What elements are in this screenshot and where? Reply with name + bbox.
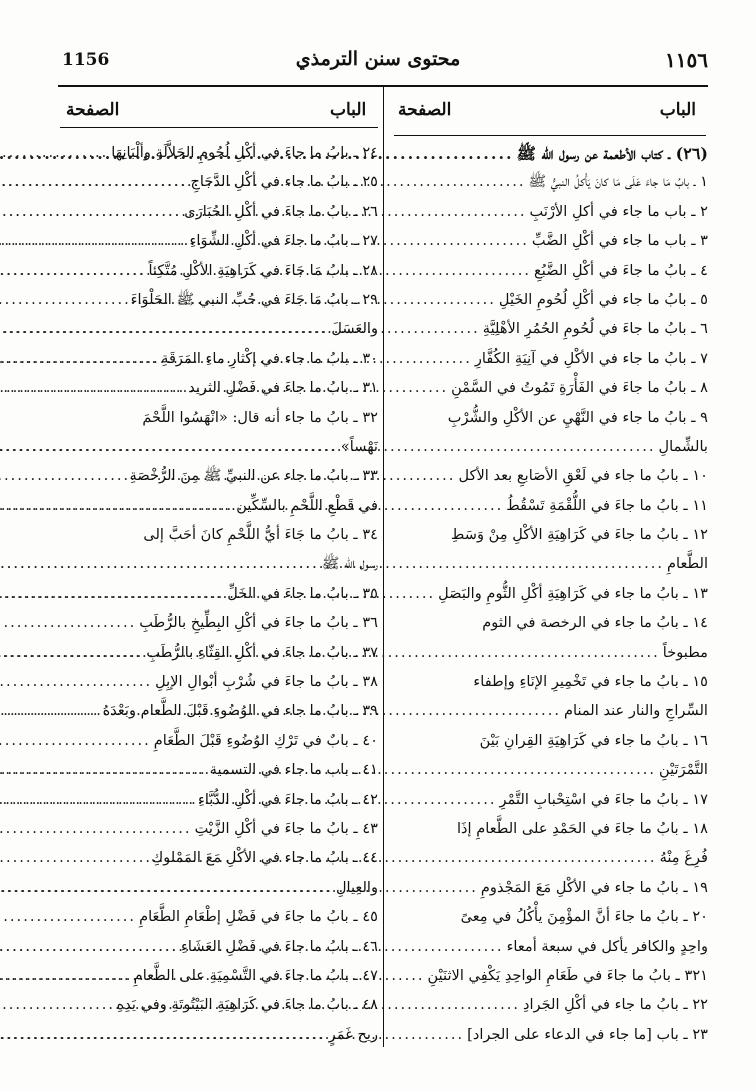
toc-entry (396, 732, 708, 761)
toc-entry-title: ٢٩ ـ بابُ مَا جَاءَ في حُبِّ النبي ﷺ الحَلْوَاءَ (130, 290, 378, 308)
toc-entry-title: ١٨ ـ بابُ ما جاءَ في الحَمْدِ على الطَّعامِ إذَا (456, 819, 708, 837)
toc-entry-title: ٣١ ـ بابُ ما جاءَ في فَضْلِ الثريد (188, 379, 378, 397)
toc-entry-title: ٢٨ ـ بابُ مَا جَاءَ في كَرَاهِيَةِ الأكْلِ مُتَّكِئاً (148, 261, 378, 279)
leader-dots (0, 379, 185, 396)
toc-entry-title: ١٤ ـ بابُ ما جاء في الرخصة في الثوم (482, 614, 708, 632)
toc-entry-title: السِّراجِ والنار عند المنام (563, 702, 708, 720)
toc-entry-title: ١٧ ـ بابُ ما جاءَ في اسْتِحْبابِ التَّمْرِ (499, 790, 708, 808)
leader-dots (0, 791, 195, 808)
toc-entry (396, 585, 708, 614)
toc-entry (396, 996, 708, 1025)
leader-dots (0, 350, 158, 367)
leader-dots (0, 967, 131, 984)
toc-entry (62, 732, 378, 761)
toc-entry (62, 908, 378, 937)
toc-entry (62, 144, 378, 173)
toc-entry (396, 644, 708, 673)
leader-dots (0, 497, 233, 514)
toc-entry (396, 291, 708, 320)
toc-entry-title: ٣٦ ـ بابُ ما جاءَ في أكْلِ البِطِّيخِ بالرُّطَبِ (139, 614, 378, 632)
leader-dots (0, 673, 152, 690)
toc-entry (62, 173, 378, 202)
toc-entry (396, 350, 708, 379)
toc-entry-title: ٢٢ ـ بابُ ما جاء في أكْلِ الجَرادِ (523, 996, 708, 1014)
toc-entry-title: ريح غَمَرٍ (328, 1025, 378, 1043)
toc-entry (396, 320, 708, 349)
leader-dots (0, 908, 136, 925)
right-column (396, 144, 708, 1055)
toc-entry-title: ٤٤ ـ بابُ ما جاء في الأكْلِ مَعَ المَمْلوكِ (151, 849, 378, 867)
toc-entry-title: ١ ـ بابُ مَا جاءَ عَلَى مَا كانَ يَأْكلُ النبيُّ ﷺ (528, 173, 708, 191)
toc-entry (62, 1026, 378, 1055)
toc-entry-title: ٩ ـ بابُ ما جاء في النَّهْيِ عن الأكْلِ والشُّرْبِ (447, 408, 708, 426)
toc-entry-title: فُرِغَ مِنْهُ (659, 849, 708, 867)
toc-entry (396, 879, 708, 908)
toc-entry (396, 379, 708, 408)
toc-entry-title: ١٢ ـ بابُ ما جاءَ في كَرَاهِيَةِ الأكْلِ مِنْ وَسَطِ (450, 526, 708, 544)
toc-entry (62, 497, 378, 526)
toc-entry-title: ٤٦ ـ بابُ ما جاءَ في فَضْلِ العَشَاءِ (181, 937, 378, 955)
leader-dots (0, 820, 192, 837)
toc-entry (62, 262, 378, 291)
chapter-heading (396, 144, 708, 173)
toc-entry-title: في قَطْعِ اللَّحْمِ بالسِّكِّين (236, 496, 378, 514)
left-heading-page: الصفحة (66, 100, 120, 120)
toc-entry (62, 379, 378, 408)
toc-entry (396, 849, 708, 878)
toc-entry (396, 967, 708, 996)
toc-entry-title: ٣٢١ ـ بابُ ما جاءَ في طَعَامِ الواحِدِ يَكْفِي الاثنَيْنِ (427, 966, 708, 984)
toc-entry-title: ٤٠ ـ بابٌ في تَرْكِ الوُضُوءِ قَبْلَ الطَّعَامِ (153, 731, 378, 749)
toc-entry (62, 761, 378, 790)
toc-entry-title: ٣٨ ـ بابُ ما جاءَ في شُرْبِ أبْوالِ الإبِلِ (155, 673, 378, 691)
toc-entry-title: نَهْساً» (340, 437, 378, 455)
page-number-arabic: ١١٥٦ (665, 48, 708, 72)
toc-entry (396, 232, 708, 261)
toc-entry-title: ٤٢ ـ بابُ ما جاءَ في أكْلِ الدُّبَّاءِ (197, 790, 378, 808)
toc-entry-title: ٣٠ ـ بابُ ما جاء في إكْثارِ ماءِ المَرَقَةِ (161, 349, 378, 367)
toc-entry (396, 173, 708, 202)
toc-entry (62, 232, 378, 261)
toc-entry-title: ٣ ـ باب ما جاء في أكْلِ الضَّبِّ (531, 232, 708, 250)
leader-dots (0, 879, 333, 896)
toc-entry-title: (٢٦) ـ كتاب الأطعمة عن رسول الله ﷺ (516, 144, 708, 163)
page-number-latin: 1156 (62, 50, 110, 70)
right-heading-page: الصفحة (398, 100, 452, 120)
toc-entry-title: ٤٧ ـ بابُ ما جاءَ في التَّسْمِيَةِ على الطَّعامِ (133, 966, 378, 984)
toc-entry-title: ٥ ـ بابُ ما جاء في أكْلِ لُحُومِ الخَيْلِ (498, 290, 708, 308)
toc-entry-title: ١١ ـ بابُ ما جاءَ في اللُّقْمَةِ تَسْقُطُ (506, 496, 708, 514)
toc-entry-title: بالشِّمالِ (658, 437, 708, 455)
toc-entry (396, 203, 708, 232)
leader-dots (0, 438, 338, 455)
toc-entry (62, 526, 378, 555)
toc-entry (396, 938, 708, 967)
toc-entry (396, 467, 708, 496)
toc-entry (62, 879, 378, 908)
toc-entry-title: ٣٣ ـ بابُ ما جاء عن النبيِّ ﷺ مِنَ الرُّخْصَةِ (129, 467, 378, 485)
leader-dots (0, 1026, 326, 1043)
toc-entry (396, 702, 708, 731)
toc-entry-title: والعِيالِ (335, 878, 378, 896)
toc-entry (62, 350, 378, 379)
leader-dots (0, 173, 187, 190)
toc-entry (396, 409, 708, 438)
toc-entry (62, 409, 378, 438)
toc-entry-title: ٣٩ ـ بابُ ما جاء في الوُضُوءِ قَبْلَ الطَّعام وبَعْدَهُ (102, 702, 378, 720)
toc-entry (62, 203, 378, 232)
leader-dots (0, 320, 328, 337)
toc-entry-title: ٢٥ ـ بابُ ما جاء في أكْلِ الدَّجَاجِ (190, 173, 378, 191)
toc-entry-title: الطَّعامِ (667, 555, 708, 573)
toc-entry-title: ٤ ـ بابُ ما جاءَ في أكْلِ الضَّبُعِ (534, 261, 708, 279)
toc-entry-title: ٢٦ ـ بابُ ما جاءَ في أكْلِ الحُبَارَى (184, 202, 378, 220)
toc-entry (396, 761, 708, 790)
toc-entry (62, 585, 378, 614)
toc-entry (62, 820, 378, 849)
toc-entry-title: ١٦ ـ بابُ ما جاء في كَرَاهِيَةِ القِرانِ بَيْنَ (479, 731, 708, 749)
leader-dots (0, 614, 136, 631)
leader-dots (0, 203, 181, 220)
toc-entry (62, 438, 378, 467)
toc-entry (396, 820, 708, 849)
toc-entry-title: مطبوخاً (662, 643, 708, 661)
leader-dots (0, 555, 319, 572)
toc-entry-title: ٢ ـ باب ما جاء في أكلِ الأرْنَبِ (529, 202, 708, 220)
leader-dots (0, 702, 100, 719)
toc-entry (396, 908, 708, 937)
toc-entry (62, 996, 378, 1025)
toc-entry (396, 526, 708, 555)
toc-entry-title: ٢٧ ـ بابُ ما جاءَ في أكْلِ الشِّوَاءِ (189, 232, 378, 250)
toc-entry-title: ٣٢ ـ بابُ ما جاء أنه قال: «انْهَسُوا اللَّحْمَ (142, 408, 378, 426)
toc-entry (62, 555, 378, 584)
toc-entry (62, 849, 378, 878)
toc-entry (62, 938, 378, 967)
leader-dots (0, 938, 178, 955)
leader-dots (0, 585, 224, 602)
toc-entry (62, 320, 378, 349)
toc-entry-title: ٤١ ـ باب ما جاء في التسمية (209, 761, 378, 779)
toc-entry-title: ٣٥ ـ بابُ ما جاءَ في الخَلِّ (227, 584, 378, 602)
toc-entry (62, 791, 378, 820)
toc-entry-title: ٢٠ ـ بابُ ما جاءَ أنَّ المؤْمِنَ يأْكُلُ في مِعىً (460, 908, 708, 926)
toc-entry-title: ٦ ـ بابُ ما جاءَ في لُحُومِ الحُمُرِ الأهْلِيَّةِ (482, 320, 708, 338)
toc-entry (396, 262, 708, 291)
right-heading-bab: الباب (659, 100, 696, 120)
toc-entry-title: ٤٣ ـ بابُ ما جاءَ في أكْلِ الزَّيْتِ (194, 819, 378, 837)
toc-entry-title: التَّمْرَتَيْنِ (659, 761, 708, 779)
toc-entry-title: ١٣ ـ بابُ ما جاء في كَرَاهِيَةِ أكْلِ الثُّومِ والبَصَلِ (438, 584, 708, 602)
toc-entry (62, 644, 378, 673)
toc-entry (396, 673, 708, 702)
toc-entry-title: ٣٧ ـ بابُ ما جاءَ في أكْلِ القِثّاءِ بالرُّطَبِ (146, 643, 378, 661)
toc-entry (62, 614, 378, 643)
toc-entry (396, 497, 708, 526)
toc-entry (396, 614, 708, 643)
toc-entry-title: رسول الله ﷺ (321, 555, 378, 573)
toc-entry-title: ٢٣ ـ باب [ما جاء في الدعاء على الجراد] (467, 1025, 708, 1043)
toc-entry-title: ٧ ـ بابُ ما جاء في الأكْلِ في آنِيَةِ الكُفَّارِ (474, 349, 708, 367)
toc-entry-title: ١٥ ـ بابُ ما جاء في تَخْمِيرِ الإنَاءِ وإطفاء (473, 673, 708, 691)
leader-dots (0, 232, 187, 249)
left-column (62, 144, 378, 1055)
toc-entry (62, 967, 378, 996)
toc-entry-title: ١٠ ـ بابُ ما جاء في لَعْقِ الأصَابعِ بعد الأكل (458, 467, 708, 485)
toc-entry (62, 467, 378, 496)
toc-entry (396, 555, 708, 584)
toc-entry-title: والعَسَلَ (331, 320, 378, 338)
leader-dots (0, 644, 143, 661)
toc-entry (62, 291, 378, 320)
left-heading-rule (60, 127, 378, 128)
toc-entry-title: واحِدٍ والكافر يأكل في سبعة أمعاء (506, 937, 708, 955)
toc-entry (62, 673, 378, 702)
leader-dots (0, 262, 145, 279)
toc-entry (396, 791, 708, 820)
toc-entry-title: ٤٨ ـ بابُ ما جاءَ في كَرَاهِيَةِ البَيْتُوتَةِ وفي يَدِهِ (116, 996, 378, 1014)
toc-entry-title: ٢٤ ـ بابُ ما جاءَ في أكْلِ لُحُومِ الجَلاَّلَةِ وألْبَانِهَا (111, 144, 378, 161)
leader-dots (0, 144, 108, 161)
toc-entry-title: ١٩ ـ بابُ ما جاء في الأكْلِ مَعَ المَجْذومِ (480, 878, 708, 896)
toc-entry (396, 1026, 708, 1055)
toc-entry-title: ٤٥ ـ بابُ ما جاءَ في فَضْلِ إطْعَامِ الطَّعَامِ (139, 908, 378, 926)
toc-entry-title: ٣٤ ـ بابُ ما جَاءَ أيُّ اللَّحْمِ كانَ أحَبَّ إلى (143, 526, 378, 544)
right-heading-rule (394, 135, 706, 136)
leader-dots (0, 732, 151, 749)
left-heading-bab: الباب (330, 100, 367, 120)
toc-entry (62, 702, 378, 731)
toc-entry (396, 438, 708, 467)
leader-dots (0, 761, 207, 778)
page-title: محتوى سنن الترمذي (295, 48, 461, 70)
toc-entry-title: ٨ ـ بابُ ما جاءَ في الفَأْرَةِ تَمُوتُ في السَّمْنِ (451, 379, 708, 397)
